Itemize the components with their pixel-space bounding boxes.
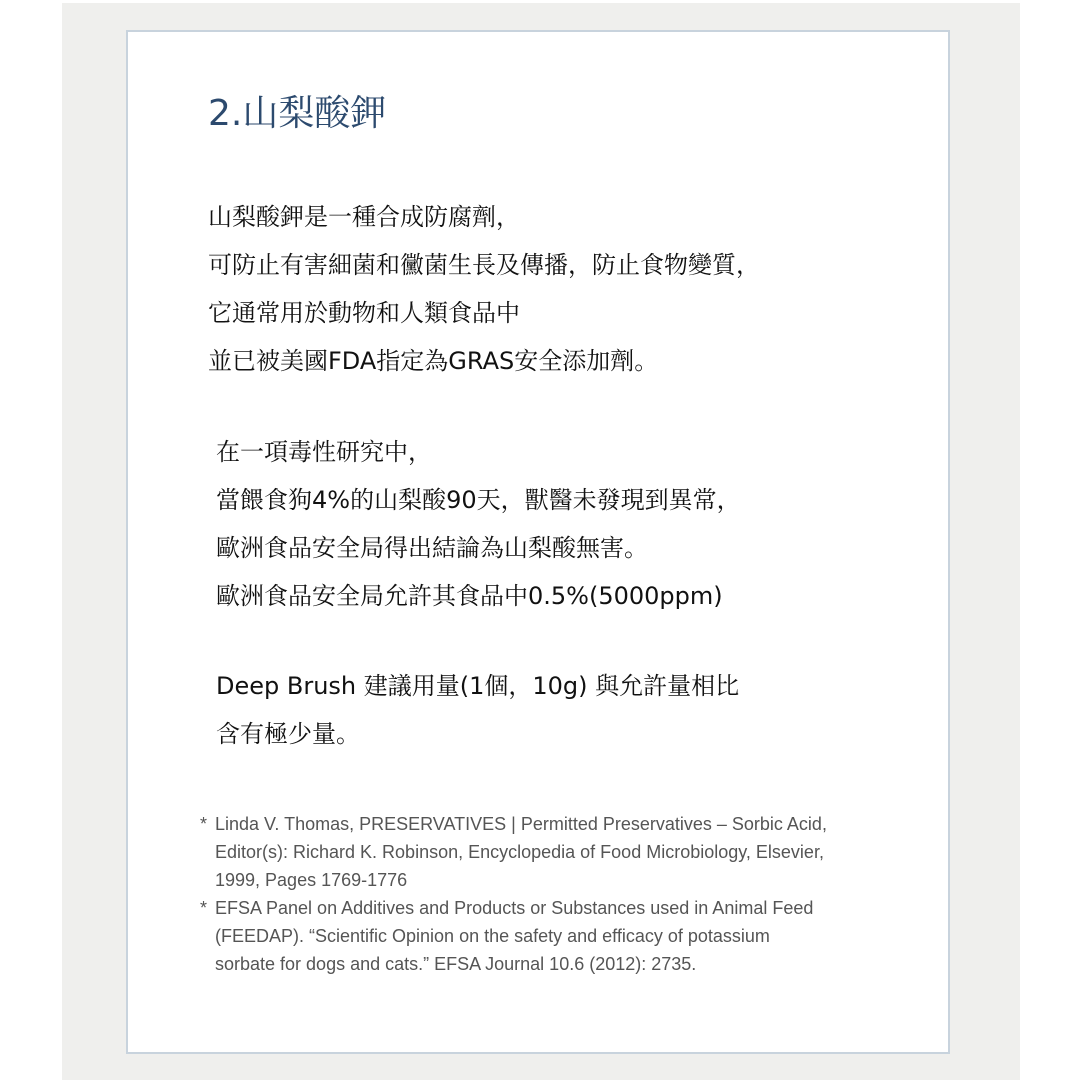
paragraph-line: 並已被美國FDA指定為GRAS安全添加劑。 (208, 347, 659, 375)
reference-line: (FEEDAP). “Scientific Opinion on the safety and efficacy of potassium (215, 926, 770, 946)
paragraph-line: 歐洲食品安全局得出結論為山梨酸無害。 (216, 534, 648, 562)
paragraph-intro (208, 193, 760, 385)
paragraph-line: 含有極少量。 (216, 720, 360, 748)
page-title: 2.山梨酸鉀 (208, 93, 387, 134)
paragraph-line: 山梨酸鉀是一種合成防腐劑， (208, 203, 520, 231)
reference-marker: * (200, 898, 208, 918)
paragraph-line: 在一項毒性研究中， (216, 438, 432, 466)
reference-marker: * (200, 814, 208, 834)
reference-item (200, 810, 900, 894)
reference-line: EFSA Panel on Additives and Products or Substances used in Animal Feed (215, 898, 814, 918)
paragraph-dosage (216, 662, 739, 758)
reference-line: Linda V. Thomas, PRESERVATIVES | Permitted Preservatives – Sorbic Acid, (215, 814, 827, 834)
reference-item (200, 894, 900, 978)
reference-line: Editor(s): Richard K. Robinson, Encyclopedia of Food Microbiology, Elsevier, (215, 842, 824, 862)
paragraph-line: 它通常用於動物和人類食品中 (208, 299, 520, 327)
reference-line: 1999, Pages 1769-1776 (215, 870, 408, 890)
paragraph-toxicity-study (216, 428, 741, 620)
references-list (200, 810, 900, 978)
paragraph-line: 當餵食狗4%的山梨酸90天，獸醫未發現到異常， (216, 486, 741, 514)
paragraph-line: Deep Brush 建議用量(1個，10g) 與允許量相比 (216, 672, 740, 700)
paragraph-line: 可防止有害細菌和黴菌生長及傳播，防止食物變質， (208, 251, 760, 279)
paragraph-line: 歐洲食品安全局允許其食品中0.5%(5000ppm) (216, 582, 723, 610)
reference-line: sorbate for dogs and cats.” EFSA Journal 10.6 (2012): 2735. (215, 954, 697, 974)
